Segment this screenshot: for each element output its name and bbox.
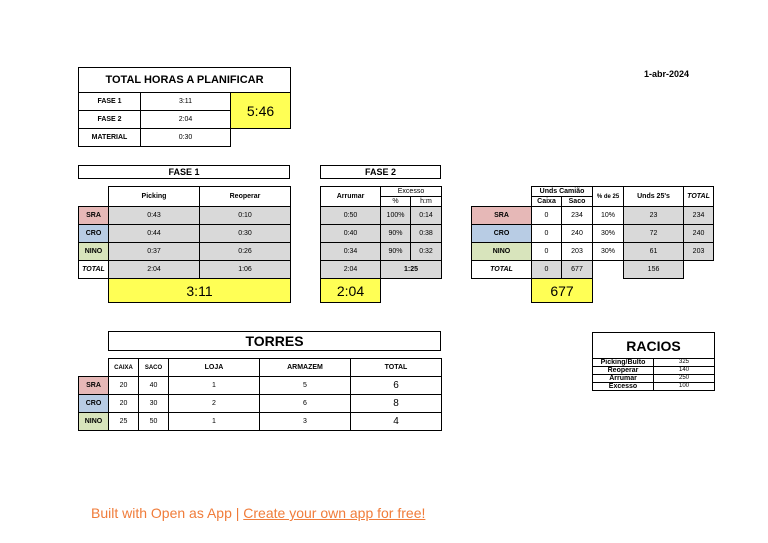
saco-cell: 234 bbox=[562, 207, 593, 225]
material-value: 0:30 bbox=[141, 129, 231, 147]
arrumar-cell: 0:40 bbox=[321, 225, 381, 243]
fase2-value: 2:04 bbox=[141, 111, 231, 129]
date-label: 1-abr-2024 bbox=[644, 69, 690, 79]
reoperar-cell: 0:26 bbox=[200, 243, 291, 261]
caixa-cell: 0 bbox=[532, 207, 562, 225]
armazem-header: ARMAZEM bbox=[260, 359, 351, 377]
racio-value: 140 bbox=[654, 367, 715, 375]
fase2-title: FASE 2 bbox=[320, 165, 441, 179]
reoperar-header: Reoperar bbox=[200, 187, 291, 207]
footer-prefix: Built with Open as App | bbox=[91, 505, 244, 521]
loja-cell: 2 bbox=[169, 395, 260, 413]
row-label-cro: CRO bbox=[79, 395, 109, 413]
arrumar-header: Arrumar bbox=[321, 187, 381, 207]
total-horas-table bbox=[78, 67, 291, 147]
hm-cell: 0:38 bbox=[411, 225, 442, 243]
unds25-cell: 72 bbox=[624, 225, 684, 243]
racios-table bbox=[592, 332, 715, 391]
row-label-sra: SRA bbox=[79, 377, 109, 395]
picking-cell: 0:43 bbox=[109, 207, 200, 225]
unds-table bbox=[471, 186, 714, 303]
racio-label: Excesso bbox=[593, 383, 654, 391]
pct-cell: 90% bbox=[381, 225, 411, 243]
total-cell: 8 bbox=[351, 395, 442, 413]
total-horas-value: 5:46 bbox=[231, 93, 291, 129]
fase2-label: FASE 2 bbox=[79, 111, 141, 129]
unds25-total: 156 bbox=[624, 261, 684, 279]
excesso-header: Excesso bbox=[381, 187, 442, 197]
saco-cell: 30 bbox=[139, 395, 169, 413]
picking-header: Picking bbox=[109, 187, 200, 207]
row-label-sra: SRA bbox=[472, 207, 532, 225]
caixa-cell: 25 bbox=[109, 413, 139, 431]
racio-label: Reoperar bbox=[593, 367, 654, 375]
arrumar-cell: 0:50 bbox=[321, 207, 381, 225]
unds25-cell: 61 bbox=[624, 243, 684, 261]
saco-total: 677 bbox=[562, 261, 593, 279]
empty-cell bbox=[472, 187, 532, 207]
loja-cell: 1 bbox=[169, 413, 260, 431]
racios-title: RACIOS bbox=[593, 333, 715, 359]
empty-cell bbox=[593, 279, 714, 303]
picking-total: 2:04 bbox=[109, 261, 200, 279]
racio-value: 325 bbox=[654, 359, 715, 367]
pct-cell: 90% bbox=[381, 243, 411, 261]
armazem-cell: 5 bbox=[260, 377, 351, 395]
pct-cell: 30% bbox=[593, 243, 624, 261]
pct25-header: % de 25 bbox=[593, 187, 624, 207]
row-label-sra: SRA bbox=[79, 207, 109, 225]
racio-label: Arrumar bbox=[593, 375, 654, 383]
footer bbox=[91, 505, 425, 521]
saco-cell: 50 bbox=[139, 413, 169, 431]
empty-cell bbox=[79, 359, 109, 377]
row-label-nino: NINO bbox=[79, 243, 109, 261]
pct-header: % bbox=[381, 197, 411, 207]
empty-cell bbox=[79, 187, 109, 207]
total-cell: 4 bbox=[351, 413, 442, 431]
arrumar-cell: 0:34 bbox=[321, 243, 381, 261]
empty-cell bbox=[684, 261, 714, 279]
empty-cell bbox=[472, 279, 532, 303]
row-label-nino: NINO bbox=[472, 243, 532, 261]
total-header: TOTAL bbox=[684, 187, 714, 207]
unds-sum: 677 bbox=[532, 279, 593, 303]
empty-cell bbox=[381, 279, 442, 303]
picking-cell: 0:44 bbox=[109, 225, 200, 243]
armazem-cell: 6 bbox=[260, 395, 351, 413]
total-horas-title: TOTAL HORAS A PLANIFICAR bbox=[79, 68, 291, 93]
saco-header: Saco bbox=[562, 197, 593, 207]
material-label: MATERIAL bbox=[79, 129, 141, 147]
row-label-total: TOTAL bbox=[79, 261, 109, 279]
caixa-cell: 20 bbox=[109, 395, 139, 413]
saco-cell: 40 bbox=[139, 377, 169, 395]
caixa-header: Caixa bbox=[532, 197, 562, 207]
picking-cell: 0:37 bbox=[109, 243, 200, 261]
fase1-value: 3:11 bbox=[141, 93, 231, 111]
fase1-sum: 3:11 bbox=[109, 279, 291, 303]
caixa-cell: 0 bbox=[532, 225, 562, 243]
total-header: TOTAL bbox=[351, 359, 442, 377]
pct-cell: 10% bbox=[593, 207, 624, 225]
total-cell: 234 bbox=[684, 207, 714, 225]
empty-cell bbox=[79, 279, 109, 303]
loja-header: LOJA bbox=[169, 359, 260, 377]
hm-header: h:m bbox=[411, 197, 442, 207]
row-label-total: TOTAL bbox=[472, 261, 532, 279]
reoperar-cell: 0:30 bbox=[200, 225, 291, 243]
saco-cell: 240 bbox=[562, 225, 593, 243]
fase2-sum: 2:04 bbox=[321, 279, 381, 303]
saco-header: SACO bbox=[139, 359, 169, 377]
hm-cell: 0:32 bbox=[411, 243, 442, 261]
total-cell: 6 bbox=[351, 377, 442, 395]
caixa-total: 0 bbox=[532, 261, 562, 279]
fase1-label: FASE 1 bbox=[79, 93, 141, 111]
hm-total: 1:25 bbox=[381, 261, 442, 279]
unds-camiao-header: Unds Camião bbox=[532, 187, 593, 197]
caixa-header: CAIXA bbox=[109, 359, 139, 377]
row-label-cro: CRO bbox=[472, 225, 532, 243]
torres-title: TORRES bbox=[108, 331, 441, 351]
saco-cell: 203 bbox=[562, 243, 593, 261]
empty-cell bbox=[593, 261, 624, 279]
armazem-cell: 3 bbox=[260, 413, 351, 431]
hm-cell: 0:14 bbox=[411, 207, 442, 225]
caixa-cell: 20 bbox=[109, 377, 139, 395]
total-cell: 203 bbox=[684, 243, 714, 261]
fase1-title: FASE 1 bbox=[78, 165, 290, 179]
arrumar-total: 2:04 bbox=[321, 261, 381, 279]
racio-value: 250 bbox=[654, 375, 715, 383]
unds25-cell: 23 bbox=[624, 207, 684, 225]
loja-cell: 1 bbox=[169, 377, 260, 395]
caixa-cell: 0 bbox=[532, 243, 562, 261]
row-label-nino: NINO bbox=[79, 413, 109, 431]
fase1-table bbox=[78, 186, 291, 303]
torres-table bbox=[78, 358, 442, 431]
total-cell: 240 bbox=[684, 225, 714, 243]
racio-label: Picking/Bulto bbox=[593, 359, 654, 367]
row-label-cro: CRO bbox=[79, 225, 109, 243]
empty-cell bbox=[231, 129, 291, 147]
reoperar-total: 1:06 bbox=[200, 261, 291, 279]
pct-cell: 100% bbox=[381, 207, 411, 225]
racio-value: 100 bbox=[654, 383, 715, 391]
pct-cell: 30% bbox=[593, 225, 624, 243]
create-app-link[interactable]: Create your own app for free! bbox=[243, 505, 426, 521]
reoperar-cell: 0:10 bbox=[200, 207, 291, 225]
unds25-header: Unds 25's bbox=[624, 187, 684, 207]
fase2-table bbox=[320, 186, 442, 303]
